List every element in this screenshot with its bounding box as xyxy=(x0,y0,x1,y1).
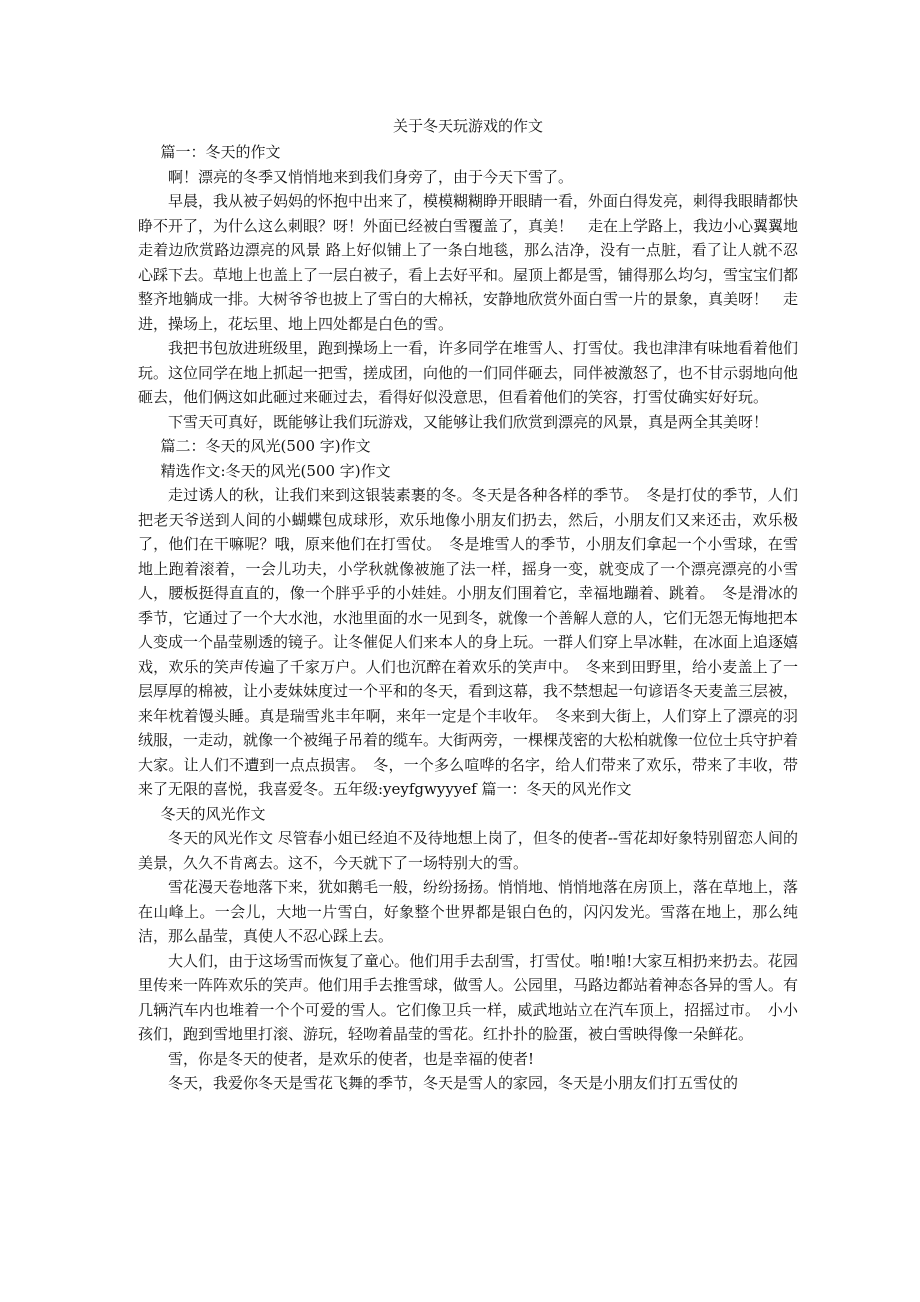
paragraph: 我把书包放进班级里，跑到操场上一看，许多同学在堆雪人、打雪仗。我也津津有味地看着他们玩。这位同学在地上抓起一把雪，搓成团，向他的一们同伴砸去，同伴被激怒了，也不甘示弱地向他砸去，他们俩这如此砸过来砸过去，看得好似没意思，但看着他们的笑容，打雪仗确实好好玩。 xyxy=(138,339,799,406)
paragraph: 雪，你是冬天的使者，是欢乐的使者，也是幸福的使者! xyxy=(168,1049,535,1068)
paragraph: 早晨，我从被子妈妈的怀抱中出来了，模模糊糊睁开眼睛一看，外面白得发亮，刺得我眼睛都快睁不开了，为什么这么刺眼？呀！外面已经被白雪覆盖了，真美！ 走在上学路上，我边小心翼翼地走着边欣赏路边漂亮的风景 路上好似铺上了一条白地毯，那么洁净，没有一点脏，看了让人就不忍心踩下去。草地上也盖上了一层白被子，看上去好平和。屋顶上都是雪，铺得那么均匀，雪宝宝们都整齐地躺成一排。大树爷爷也披上了雪白的大棉袄，安静地欣赏外面白雪一片的景象，真美呀！ 走进，操场上，花坛里、地上四处都是白色的雪。 xyxy=(138,192,799,333)
section-heading: 冬天的风光作文 xyxy=(160,804,266,823)
paragraph: 大人们，由于这场雪而恢复了童心。他们用手去刮雪，打雪仗。啪!啪!大家互相扔来扔去。花园里传来一阵阵欢乐的笑声。他们用手去推雪球，做雪人。公园里，马路边都站着神态各异的雪人。有几辆汽车内也堆着一个个可爱的雪人。它们像卫兵一样，威武地站立在汽车顶上，招摇过市。 小小孩们，跑到雪地里打滚、游玩，轻吻着晶莹的雪花。红扑扑的脸蛋，被白雪映得像一朵鲜花。 xyxy=(138,951,799,1043)
paragraph: 冬天的风光作文 尽管春小姐已经迫不及待地想上岗了，但冬的使者--雪花却好象特别留恋人间的美景，久久不肯离去。这不，今天就下了一场特别大的雪。 xyxy=(138,829,798,872)
paragraph: 下雪天可真好，既能够让我们玩游戏，又能够让我们欣赏到漂亮的风景，真是两全其美呀！ xyxy=(168,412,769,431)
paragraph: 雪花漫天卷地落下来，犹如鹅毛一般，纷纷扬扬。悄悄地、悄悄地落在房顶上，落在草地上，落在山峰上。一会儿，大地一片雪白，好象整个世界都是银白色的，闪闪发光。雪落在地上，那么纯洁，那么晶莹，真使人不忍心踩上去。 xyxy=(138,878,799,945)
document-page xyxy=(138,114,798,1096)
document-body xyxy=(138,140,798,1096)
section-heading: 精选作文:冬天的风光(500 字)作文 xyxy=(160,461,391,480)
paragraph: 冬天，我爱你冬天是雪花飞舞的季节，冬天是雪人的家园，冬天是小朋友们打五雪仗的 xyxy=(168,1074,739,1092)
section-heading: 篇一：冬天的作文 xyxy=(160,143,281,161)
document-title: 关于冬天玩游戏的作文 xyxy=(392,117,543,135)
paragraph: 走过诱人的秋，让我们来到这银装素裹的冬。冬天是各种各样的季节。 冬是打仗的季节，人们把老天爷送到人间的小蝴蝶包成球形，欢乐地像小朋友们扔去，然后，小朋友们又来还击，欢乐极了，他们在干嘛呢？哦，原来他们在打雪仗。 冬是堆雪人的季节，小朋友们拿起一个小雪球，在雪地上跑着滚着，一会儿功夫，小学秋就像被施了法一样，摇身一变，就变成了一个漂亮漂亮的小雪人，腰板挺得直直的，像一个胖乎乎的小娃娃。小朋友们围着它，幸福地蹦着、跳着。 冬是滑冰的季节，它通过了一个大水池，水池里面的水一见到冬，就像一个善解人意的人，它们无怨无悔地把本人变成一个晶莹剔透的镜子。让冬催促人们来本人的身上玩。一群人们穿上旱冰鞋，在冰面上追逐嬉戏，欢乐的笑声传遍了千家万户。人们也沉醉在着欢乐的笑声中。 冬来到田野里，给小麦盖上了一层厚厚的棉被，让小麦妹妹度过一个平和的冬天，看到这幕，我不禁想起一句谚语冬天麦盖三层被，来年枕着馒头睡。真是瑞雪兆丰年啊，来年一定是个丰收年。 冬来到大街上，人们穿上了漂亮的羽绒服，一走动，就像一个被绳子吊着的缆车。大街两旁，一棵棵茂密的大松柏就像一位位士兵守护着大家。让人们不遭到一点点损害。 冬，一个多么喧哗的名字，给人们带来了欢乐，带来了丰收，带来了无限的喜悦，我喜爱冬。五年级:yeyfgwyyyef 篇一：冬天的风光作文 xyxy=(138,486,799,798)
paragraph: 啊！漂亮的冬季又悄悄地来到我们身旁了，由于今天下雪了。 xyxy=(168,167,574,186)
section-heading: 篇二：冬天的风光(500 字)作文 xyxy=(160,437,371,455)
